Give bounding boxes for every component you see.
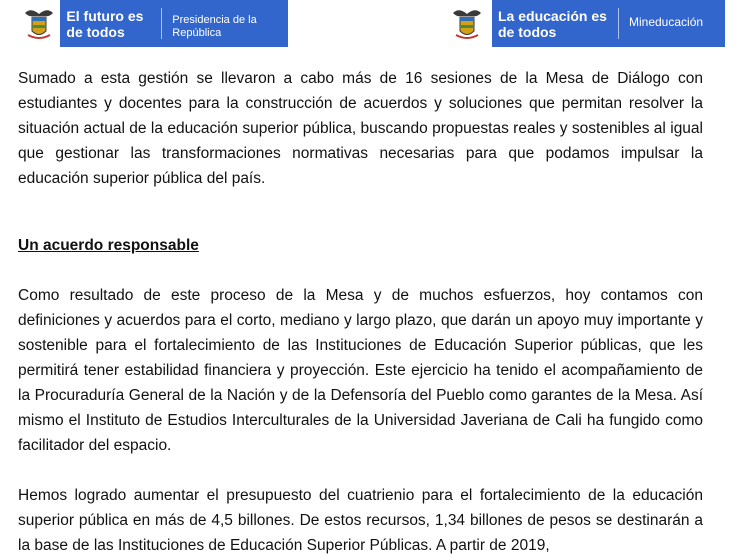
slogan-text: La educación es de todos [498, 8, 607, 40]
entity-name: Mineducación [629, 15, 704, 29]
coat-of-arms-icon [442, 0, 492, 47]
coat-of-arms-icon [18, 0, 60, 47]
paragraph: Sumado a esta gestión se llevaron a cabo más de 16 sesiones de la Mesa de Diálogo con estudiantes y docentes para la construcción de acuerdos y soluciones que permitan resolver la situación actual de la educación superior pública, buscando propuestas reales y sostenibles al igual que gestionar las transformaciones normativas necesarias para que podamos impulsar la educación superior pública del país. [18, 70, 703, 187]
section-heading: Un acuerdo responsable [18, 237, 199, 254]
banner-divider [618, 8, 619, 39]
slogan-text: El futuro es de todos [66, 8, 144, 40]
page-header [0, 0, 741, 48]
document-body [18, 66, 703, 558]
presidencia-banner [18, 0, 288, 47]
mineducacion-banner [442, 0, 725, 47]
paragraph: Como resultado de este proceso de la Mesa y de muchos esfuerzos, hoy contamos con definiciones y acuerdos para el corto, mediano y largo plazo, que darán un apoyo muy importante y sostenible para el fortalecimiento de las Instituciones de Educación Superior públicas, que les permitirá tener estabilidad financiera y proyección. Este ejercicio ha tenido el acompañamiento de la Procuraduría General de la Nación y de la Defensoría del Pueblo como garantes de la Mesa. Así mismo el Instituto de Estudios Interculturales de la Universidad Javeriana de Cali ha fungido como facilitador del espacio. [18, 287, 703, 454]
paragraph: Hemos logrado aumentar el presupuesto del cuatrienio para el fortalecimiento de la educación superior pública en más de 4,5 billones. De estos recursos, 1,34 billones de pesos se destinarán a la base de las Instituciones de Educación Superior Públicas. A partir de 2019, [18, 487, 703, 554]
entity-name: Presidencia de la República [172, 14, 257, 39]
banner-divider [161, 8, 162, 39]
